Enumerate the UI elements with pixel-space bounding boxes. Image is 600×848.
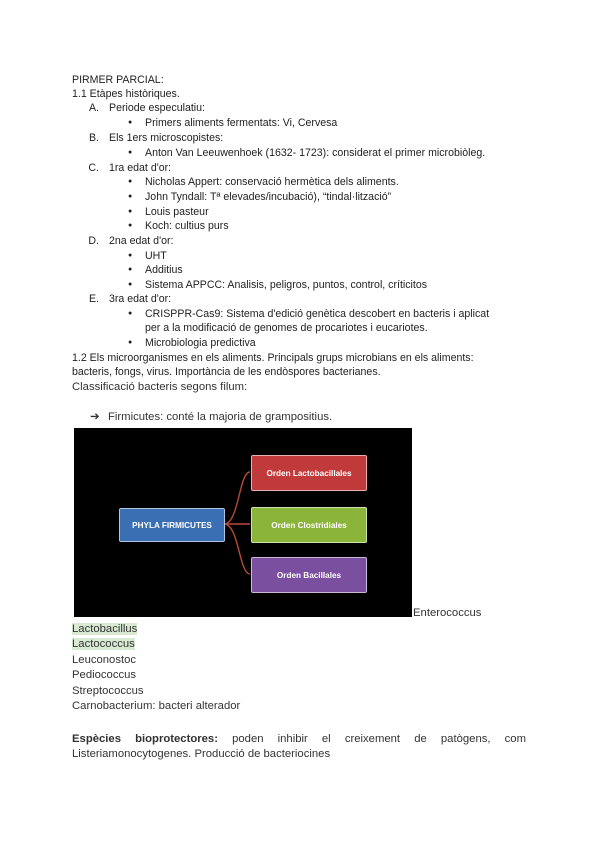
bioprotectors-text: poden inhibir el creixement de patògens, com xyxy=(217,733,526,745)
genus-pediococcus: Pediococcus xyxy=(72,669,137,681)
bioprotectors-label: Espècies bioprotectores: xyxy=(72,733,218,745)
node-orden-lactobacillales: Orden Lactobacillales xyxy=(251,455,367,491)
stage-c-title: 1ra edat d'or: xyxy=(109,162,172,174)
stage-d-bullet-2: ● Additius xyxy=(145,263,183,277)
stage-d-title: 2na edat d'or: xyxy=(109,235,174,247)
stage-a-marker: A. xyxy=(88,102,99,114)
stage-c-bullet-2: ● John Tyndall: Tª elevades/incubació), “tindal·lització” xyxy=(145,190,391,204)
section-1-2-line-1: 1.2 Els microorganismes en els aliments. Principals grups microbians en els aliments: xyxy=(72,352,474,364)
stage-b-bullet-1: ● Anton Van Leeuwenhoek (1632- 1723): considerat el primer microbiòleg. xyxy=(145,146,485,160)
genus-leuconostoc: Leuconostoc xyxy=(72,654,137,666)
stage-e-bullet-1-continued: per a la modificació de genomes de procariotes i eucariotes. xyxy=(145,322,428,334)
stage-a-title: Periode especulatiu: xyxy=(109,102,205,114)
stage-e-bullet-1: ● CRISPPR-Cas9: Sistema d'edició genètica descobert en bacteris i aplicat xyxy=(145,307,489,321)
connector-bacillales xyxy=(224,524,250,574)
stage-b-marker: B. xyxy=(88,132,99,144)
stage-b-title: Els 1ers microscopistes: xyxy=(109,132,224,144)
node-orden-bacillales: Orden Bacillales xyxy=(251,557,367,593)
phyla-firmicutes-diagram xyxy=(74,428,412,617)
stage-e-bullet-2: ● Microbiologia predictiva xyxy=(145,336,256,350)
genus-carnobacterium: Carnobacterium: bacteri alterador xyxy=(72,700,241,712)
genus-streptococcus: Streptococcus xyxy=(72,685,144,697)
bioprotectors-line-2: Listeriamonocytogenes. Producció de bacteriocines xyxy=(72,748,331,760)
stage-c-bullet-3: ● Louis pasteur xyxy=(145,205,209,219)
genus-lactobacillus: Lactobacillus xyxy=(72,623,138,635)
stage-c-bullet-4: ● Koch: cultius purs xyxy=(145,219,229,233)
stage-a-bullet-1: ● Primers aliments fermentats: Vi, Cervesa xyxy=(145,116,337,130)
arrow-icon: ➔ xyxy=(90,411,100,423)
stage-e-marker: E. xyxy=(88,293,99,305)
stage-c-marker: C. xyxy=(88,162,99,174)
section-1-2-line-2: bacteris, fongs, virus. Importància de les endòspores bacterianes. xyxy=(72,366,381,378)
section-1-1-title: 1.1 Etàpes històriques. xyxy=(72,88,180,100)
connector-lactobacillales xyxy=(224,472,250,524)
document-heading: PIRMER PARCIAL: xyxy=(72,74,164,86)
stage-d-marker: D. xyxy=(88,235,99,247)
genus-enterococcus: Enterococcus xyxy=(413,607,482,619)
stage-e-title: 3ra edat d'or: xyxy=(109,293,172,305)
classification-title: Classificació bacteris segons filum: xyxy=(72,381,248,393)
root-node-phyla-firmicutes: PHYLA FIRMICUTES xyxy=(119,508,225,542)
stage-d-bullet-1: ● UHT xyxy=(145,249,167,263)
stage-d-bullet-3: ● Sistema APPCC: Analisis, peligros, puntos, control, críticitos xyxy=(145,278,427,292)
node-orden-clostridiales: Orden Clostridiales xyxy=(251,507,367,543)
firmicutes-description: Firmicutes: conté la majoria de grampositius. xyxy=(108,411,333,423)
bioprotectors-line-1 xyxy=(72,731,526,747)
genus-lactococcus: Lactococcus xyxy=(72,638,135,650)
stage-c-bullet-1: ● Nicholas Appert: conservació hermètica dels aliments. xyxy=(145,175,399,189)
